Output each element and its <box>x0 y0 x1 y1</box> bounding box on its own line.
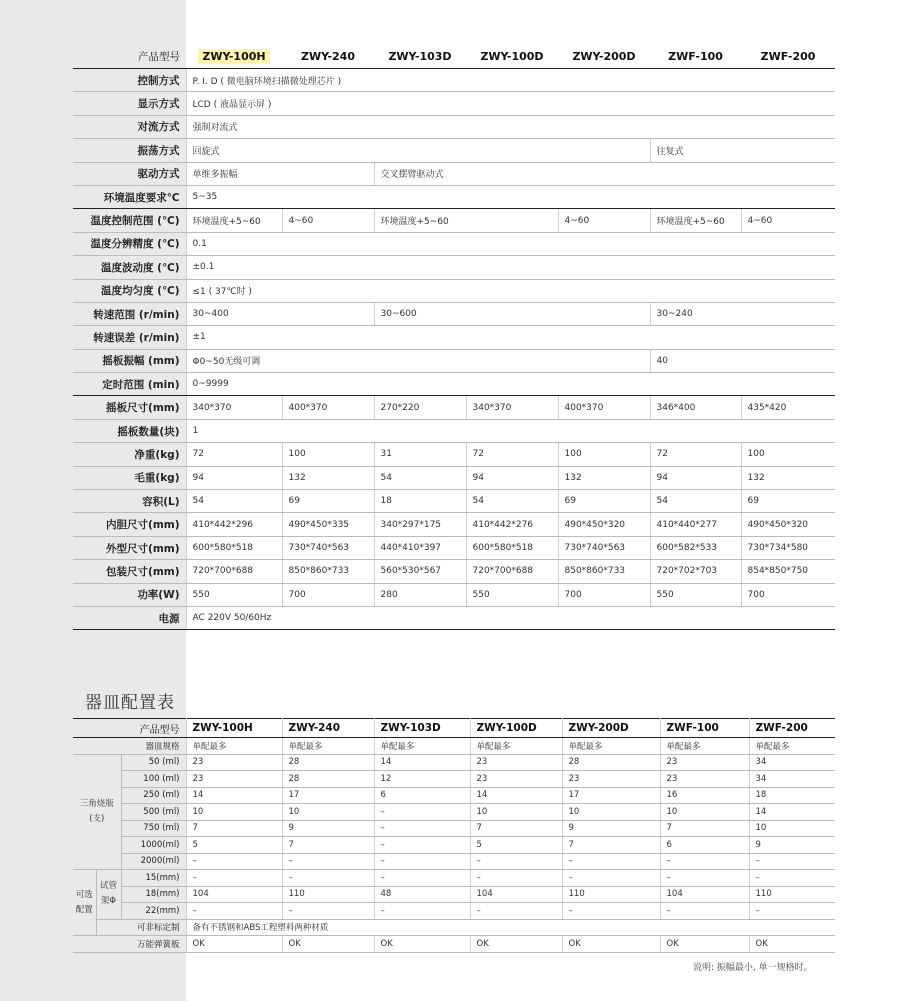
row-value: 400*370 <box>282 396 374 419</box>
row-value: 280 <box>374 583 466 606</box>
row-value: 490*450*335 <box>282 513 374 536</box>
row-value: 0~9999 <box>186 373 835 396</box>
row-value: 410*440*277 <box>650 513 741 536</box>
row-value: 7 <box>470 820 562 837</box>
row-value: 6 <box>374 787 470 804</box>
row-value: 54 <box>374 466 466 489</box>
row-value: 100 <box>558 443 650 466</box>
row-value: ±1 <box>186 326 835 349</box>
row-value: 9 <box>282 820 374 837</box>
spec-row-gross-weight <box>73 466 835 489</box>
spec-row-supply <box>73 606 835 629</box>
row-value: 30~240 <box>650 302 835 325</box>
row-value: 7 <box>660 820 749 837</box>
row-label: 转速误差 (r/min) <box>73 326 186 349</box>
row-value: 72 <box>466 443 558 466</box>
row-value: 9 <box>749 837 835 854</box>
row-value: 10 <box>186 804 282 821</box>
row-value: 40 <box>650 349 835 372</box>
row-value: 30~400 <box>186 302 374 325</box>
row-value: – <box>186 853 282 870</box>
row-value: 340*370 <box>466 396 558 419</box>
row-value: 28 <box>282 754 374 771</box>
row-value: 备有不锈钢和ABS工程塑料两种材质 <box>186 919 835 936</box>
row-value: – <box>749 853 835 870</box>
row-value: 10 <box>562 804 660 821</box>
row-value: 94 <box>466 466 558 489</box>
model-header: ZWY-200D <box>562 719 660 738</box>
row-value: 23 <box>470 754 562 771</box>
spec-row-temp-range <box>73 209 835 232</box>
spec-row-inner-size <box>73 513 835 536</box>
spec-row-plate-size <box>73 396 835 419</box>
row-value: 850*860*733 <box>558 560 650 583</box>
row-value: 110 <box>282 886 374 903</box>
rack-group-label: 试管架Φ <box>96 870 121 920</box>
row-value: OK <box>660 936 749 953</box>
row-value: 4~60 <box>741 209 835 232</box>
row-value: 550 <box>466 583 558 606</box>
row-value: 550 <box>650 583 741 606</box>
row-value: 23 <box>660 771 749 788</box>
spec-row-convection <box>73 115 835 138</box>
row-label: 外型尺寸(mm) <box>73 536 186 559</box>
row-label: 对流方式 <box>73 115 186 138</box>
row-value: 14 <box>374 754 470 771</box>
row-value: 23 <box>660 754 749 771</box>
row-value: 400*370 <box>558 396 650 419</box>
row-value: 10 <box>749 820 835 837</box>
row-value: 440*410*397 <box>374 536 466 559</box>
row-value: 600*582*533 <box>650 536 741 559</box>
model-header: ZWY-100D <box>466 44 558 69</box>
row-label: 1000(ml) <box>121 837 186 854</box>
row-value: 5 <box>186 837 282 854</box>
spec-header-label: 产品型号 <box>73 44 186 69</box>
row-value: P. I. D ( 微电脑环境扫描微处理芯片 ) <box>186 69 835 92</box>
spec-row-uniformity <box>73 279 835 302</box>
spec-row-plate-count <box>73 419 835 442</box>
row-label: 摇板振幅 (mm) <box>73 349 186 372</box>
row-value: 600*580*518 <box>466 536 558 559</box>
row-value: 17 <box>282 787 374 804</box>
spec-row-volume <box>73 490 835 513</box>
row-label: 万能弹簧板 <box>73 936 186 953</box>
spec-row-oscillation <box>73 139 835 162</box>
row-value: 850*860*733 <box>282 560 374 583</box>
row-value: 单配最多 <box>749 738 835 755</box>
row-label: 18(mm) <box>121 886 186 903</box>
model-header: ZWY-240 <box>282 44 374 69</box>
spec-table <box>73 44 835 630</box>
row-value: 490*450*320 <box>741 513 835 536</box>
row-value: 720*700*688 <box>186 560 282 583</box>
row-value: 环境温度+5~60 <box>650 209 741 232</box>
row-label: 器皿规格 <box>73 738 186 755</box>
spec-row-package-size <box>73 560 835 583</box>
row-value: 560*530*567 <box>374 560 466 583</box>
row-label: 摇板数量(块) <box>73 419 186 442</box>
vessel-table <box>73 718 835 953</box>
row-value: 23 <box>186 771 282 788</box>
row-value: 700 <box>741 583 835 606</box>
row-label: 显示方式 <box>73 92 186 115</box>
row-value: 132 <box>558 466 650 489</box>
row-value: – <box>374 903 470 920</box>
flask-row <box>73 787 835 804</box>
footnote: 说明: 振幅最小, 单一规格时。 <box>693 963 813 973</box>
row-value: 7 <box>186 820 282 837</box>
model-header: ZWF-200 <box>749 719 835 738</box>
vessel-header-label: 产品型号 <box>73 719 186 738</box>
row-value: – <box>660 870 749 887</box>
row-value: 730*734*580 <box>741 536 835 559</box>
row-value: 单配最多 <box>470 738 562 755</box>
row-value: 69 <box>558 490 650 513</box>
row-label: 容积(L) <box>73 490 186 513</box>
spec-row-speed <box>73 302 835 325</box>
row-value: – <box>660 903 749 920</box>
row-value: 72 <box>650 443 741 466</box>
row-value: 700 <box>282 583 374 606</box>
row-value: – <box>374 837 470 854</box>
row-value: 132 <box>741 466 835 489</box>
row-value: 34 <box>749 754 835 771</box>
row-value: 720*700*688 <box>466 560 558 583</box>
row-value: 5 <box>470 837 562 854</box>
row-value: OK <box>186 936 282 953</box>
row-value: – <box>374 820 470 837</box>
spec-row-resolution <box>73 232 835 255</box>
row-label: 温度波动度 (℃) <box>73 256 186 279</box>
model-header: ZWY-100H <box>186 719 282 738</box>
model-header: ZWY-103D <box>374 719 470 738</box>
spec-row-control <box>73 69 835 92</box>
row-value: 340*370 <box>186 396 282 419</box>
row-value: 单配最多 <box>562 738 660 755</box>
row-value: 5~35 <box>186 185 835 208</box>
row-value: OK <box>749 936 835 953</box>
row-value: 100 <box>282 443 374 466</box>
row-value: 94 <box>186 466 282 489</box>
row-value: 14 <box>470 787 562 804</box>
row-value: – <box>749 870 835 887</box>
row-value: 104 <box>660 886 749 903</box>
row-value: 435*420 <box>741 396 835 419</box>
row-label: 50 (ml) <box>121 754 186 771</box>
flask-row <box>73 837 835 854</box>
row-label: 22(mm) <box>121 903 186 920</box>
rack-row <box>73 870 835 887</box>
rack-row <box>73 886 835 903</box>
row-label: 温度均匀度 (℃) <box>73 279 186 302</box>
row-label: 温度控制范围 (℃) <box>73 209 186 232</box>
row-label: 控制方式 <box>73 69 186 92</box>
row-value: – <box>374 853 470 870</box>
row-label: 可非标定制 <box>96 919 186 936</box>
optional-group-label: 可选配置 <box>73 870 96 936</box>
flask-row <box>73 771 835 788</box>
row-value: 28 <box>282 771 374 788</box>
row-value: 14 <box>749 804 835 821</box>
spec-row-net-weight <box>73 443 835 466</box>
row-value: 17 <box>562 787 660 804</box>
row-value: 720*702*703 <box>650 560 741 583</box>
row-value: 31 <box>374 443 466 466</box>
row-value: – <box>562 903 660 920</box>
row-value: 23 <box>470 771 562 788</box>
row-value: 410*442*276 <box>466 513 558 536</box>
spec-row-fluctuation <box>73 256 835 279</box>
row-value: LCD ( 液晶显示屏 ) <box>186 92 835 115</box>
row-value: – <box>282 903 374 920</box>
row-label: 环境温度要求℃ <box>73 185 186 208</box>
model-header <box>186 44 282 69</box>
row-label: 250 (ml) <box>121 787 186 804</box>
row-value: 28 <box>562 754 660 771</box>
row-value: 550 <box>186 583 282 606</box>
row-value: 110 <box>749 886 835 903</box>
row-value: 4~60 <box>282 209 374 232</box>
row-value: – <box>749 903 835 920</box>
row-label: 温度分辨精度 (℃) <box>73 232 186 255</box>
row-label: 摇板尺寸(mm) <box>73 396 186 419</box>
row-value: 0.1 <box>186 232 835 255</box>
spec-row-ambient <box>73 185 835 208</box>
row-value: 10 <box>470 804 562 821</box>
row-value: 18 <box>374 490 466 513</box>
flask-group-label: 三角烧瓶(支) <box>73 754 121 870</box>
row-value: – <box>470 870 562 887</box>
row-label: 定时范围 (min) <box>73 373 186 396</box>
row-value: OK <box>470 936 562 953</box>
row-value: 346*400 <box>650 396 741 419</box>
row-value: OK <box>562 936 660 953</box>
vessel-spec-row <box>73 738 835 755</box>
model-header: ZWF-200 <box>741 44 835 69</box>
row-value: OK <box>374 936 470 953</box>
row-label: 包装尺寸(mm) <box>73 560 186 583</box>
row-value: 730*740*563 <box>558 536 650 559</box>
row-value: 490*450*320 <box>558 513 650 536</box>
spec-row-power <box>73 583 835 606</box>
row-value: 54 <box>186 490 282 513</box>
row-label: 100 (ml) <box>121 771 186 788</box>
row-value: – <box>374 870 470 887</box>
row-value: 410*442*296 <box>186 513 282 536</box>
row-value: 16 <box>660 787 749 804</box>
row-value: – <box>186 903 282 920</box>
row-value: – <box>562 853 660 870</box>
row-value: ±0.1 <box>186 256 835 279</box>
model-header: ZWY-100D <box>470 719 562 738</box>
row-value: 23 <box>562 771 660 788</box>
row-value: 18 <box>749 787 835 804</box>
row-value: 9 <box>562 820 660 837</box>
row-value: 48 <box>374 886 470 903</box>
row-value: 7 <box>562 837 660 854</box>
row-label: 750 (ml) <box>121 820 186 837</box>
custom-row <box>73 919 835 936</box>
spec-row-outer-size <box>73 536 835 559</box>
row-value: 72 <box>186 443 282 466</box>
spec-row-drive <box>73 162 835 185</box>
row-value: – <box>282 870 374 887</box>
model-header: ZWY-200D <box>558 44 650 69</box>
row-label: 驱动方式 <box>73 162 186 185</box>
row-value: 110 <box>562 886 660 903</box>
row-value: 往复式 <box>650 139 835 162</box>
row-value: 环境温度+5~60 <box>374 209 558 232</box>
row-value: – <box>470 903 562 920</box>
row-value: 1 <box>186 419 835 442</box>
row-value: OK <box>282 936 374 953</box>
vessel-header-row <box>73 719 835 738</box>
spec-row-timer <box>73 373 835 396</box>
row-value: – <box>470 853 562 870</box>
row-value: 100 <box>741 443 835 466</box>
row-value: 600*580*518 <box>186 536 282 559</box>
row-value: 270*220 <box>374 396 466 419</box>
row-value: 854*850*750 <box>741 560 835 583</box>
spring-row <box>73 936 835 953</box>
row-value: ≤1 ( 37℃时 ) <box>186 279 835 302</box>
row-value: AC 220V 50/60Hz <box>186 606 835 629</box>
flask-row <box>73 853 835 870</box>
row-value: 730*740*563 <box>282 536 374 559</box>
model-header: ZWF-100 <box>660 719 749 738</box>
row-value: 132 <box>282 466 374 489</box>
flask-row <box>73 804 835 821</box>
row-label: 电源 <box>73 606 186 629</box>
model-header: ZWF-100 <box>650 44 741 69</box>
flask-row <box>73 754 835 771</box>
row-value: 10 <box>660 804 749 821</box>
row-value: 30~600 <box>374 302 650 325</box>
row-value: 94 <box>650 466 741 489</box>
row-value: 54 <box>650 490 741 513</box>
row-value: – <box>374 804 470 821</box>
spec-row-speed-error <box>73 326 835 349</box>
row-value: 强制对流式 <box>186 115 835 138</box>
spec-row-amplitude <box>73 349 835 372</box>
row-value: 69 <box>741 490 835 513</box>
row-value: 23 <box>186 754 282 771</box>
row-label: 15(mm) <box>121 870 186 887</box>
spec-row-display <box>73 92 835 115</box>
row-value: 交叉摆臂驱动式 <box>374 162 835 185</box>
row-value: 单配最多 <box>282 738 374 755</box>
section-title: 器皿配置表 <box>85 693 175 713</box>
spec-header-row <box>73 44 835 69</box>
row-label: 内胆尺寸(mm) <box>73 513 186 536</box>
row-label: 转速范围 (r/min) <box>73 302 186 325</box>
row-value: 12 <box>374 771 470 788</box>
row-value: – <box>282 853 374 870</box>
row-value: – <box>186 870 282 887</box>
flask-row <box>73 820 835 837</box>
rack-row <box>73 903 835 920</box>
row-label: 500 (ml) <box>121 804 186 821</box>
row-label: 净重(kg) <box>73 443 186 466</box>
row-value: 10 <box>282 804 374 821</box>
row-value: 6 <box>660 837 749 854</box>
row-value: 环境温度+5~60 <box>186 209 282 232</box>
row-value: 104 <box>186 886 282 903</box>
row-value: 104 <box>470 886 562 903</box>
row-value: 回旋式 <box>186 139 650 162</box>
row-label: 2000(ml) <box>121 853 186 870</box>
row-value: 14 <box>186 787 282 804</box>
row-value: 单配最多 <box>374 738 470 755</box>
row-value: 69 <box>282 490 374 513</box>
row-value: 340*297*175 <box>374 513 466 536</box>
row-value: 54 <box>466 490 558 513</box>
row-value: 4~60 <box>558 209 650 232</box>
row-value: 7 <box>282 837 374 854</box>
row-value: 700 <box>558 583 650 606</box>
row-value: – <box>660 853 749 870</box>
model-header: ZWY-240 <box>282 719 374 738</box>
row-value: 单维多振幅 <box>186 162 374 185</box>
row-value: 34 <box>749 771 835 788</box>
model-highlight: ZWY-100H <box>198 49 269 64</box>
model-header: ZWY-103D <box>374 44 466 69</box>
row-label: 振荡方式 <box>73 139 186 162</box>
row-label: 功率(W) <box>73 583 186 606</box>
row-value: 单配最多 <box>186 738 282 755</box>
row-value: 单配最多 <box>660 738 749 755</box>
row-value: Φ0~50无级可调 <box>186 349 650 372</box>
row-value: – <box>562 870 660 887</box>
row-label: 毛重(kg) <box>73 466 186 489</box>
